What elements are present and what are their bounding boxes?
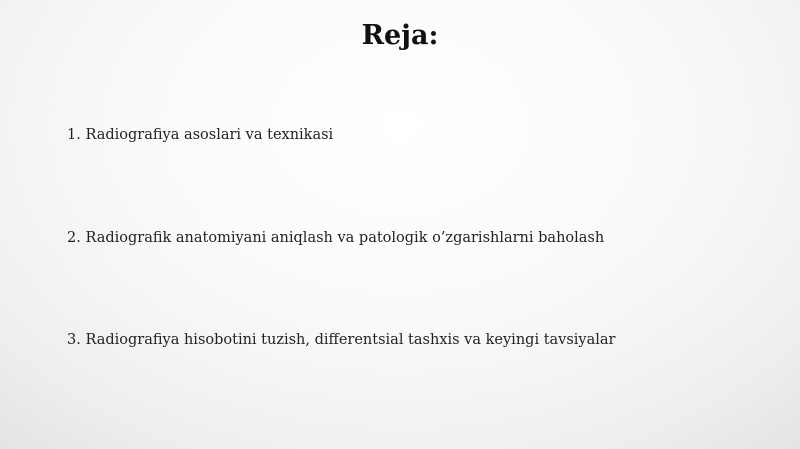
slide-title: Reja: [361,20,439,51]
agenda-item: 2. Radiografik anatomiyani aniqlash va patologik o’zgarishlarni baholash [67,230,605,246]
agenda-item: 1. Radiografiya asoslari va texnikasi [67,127,334,143]
agenda-item: 3. Radiografiya hisobotini tuzish, differentsial tashxis va keyingi tavsiyalar [67,332,616,348]
